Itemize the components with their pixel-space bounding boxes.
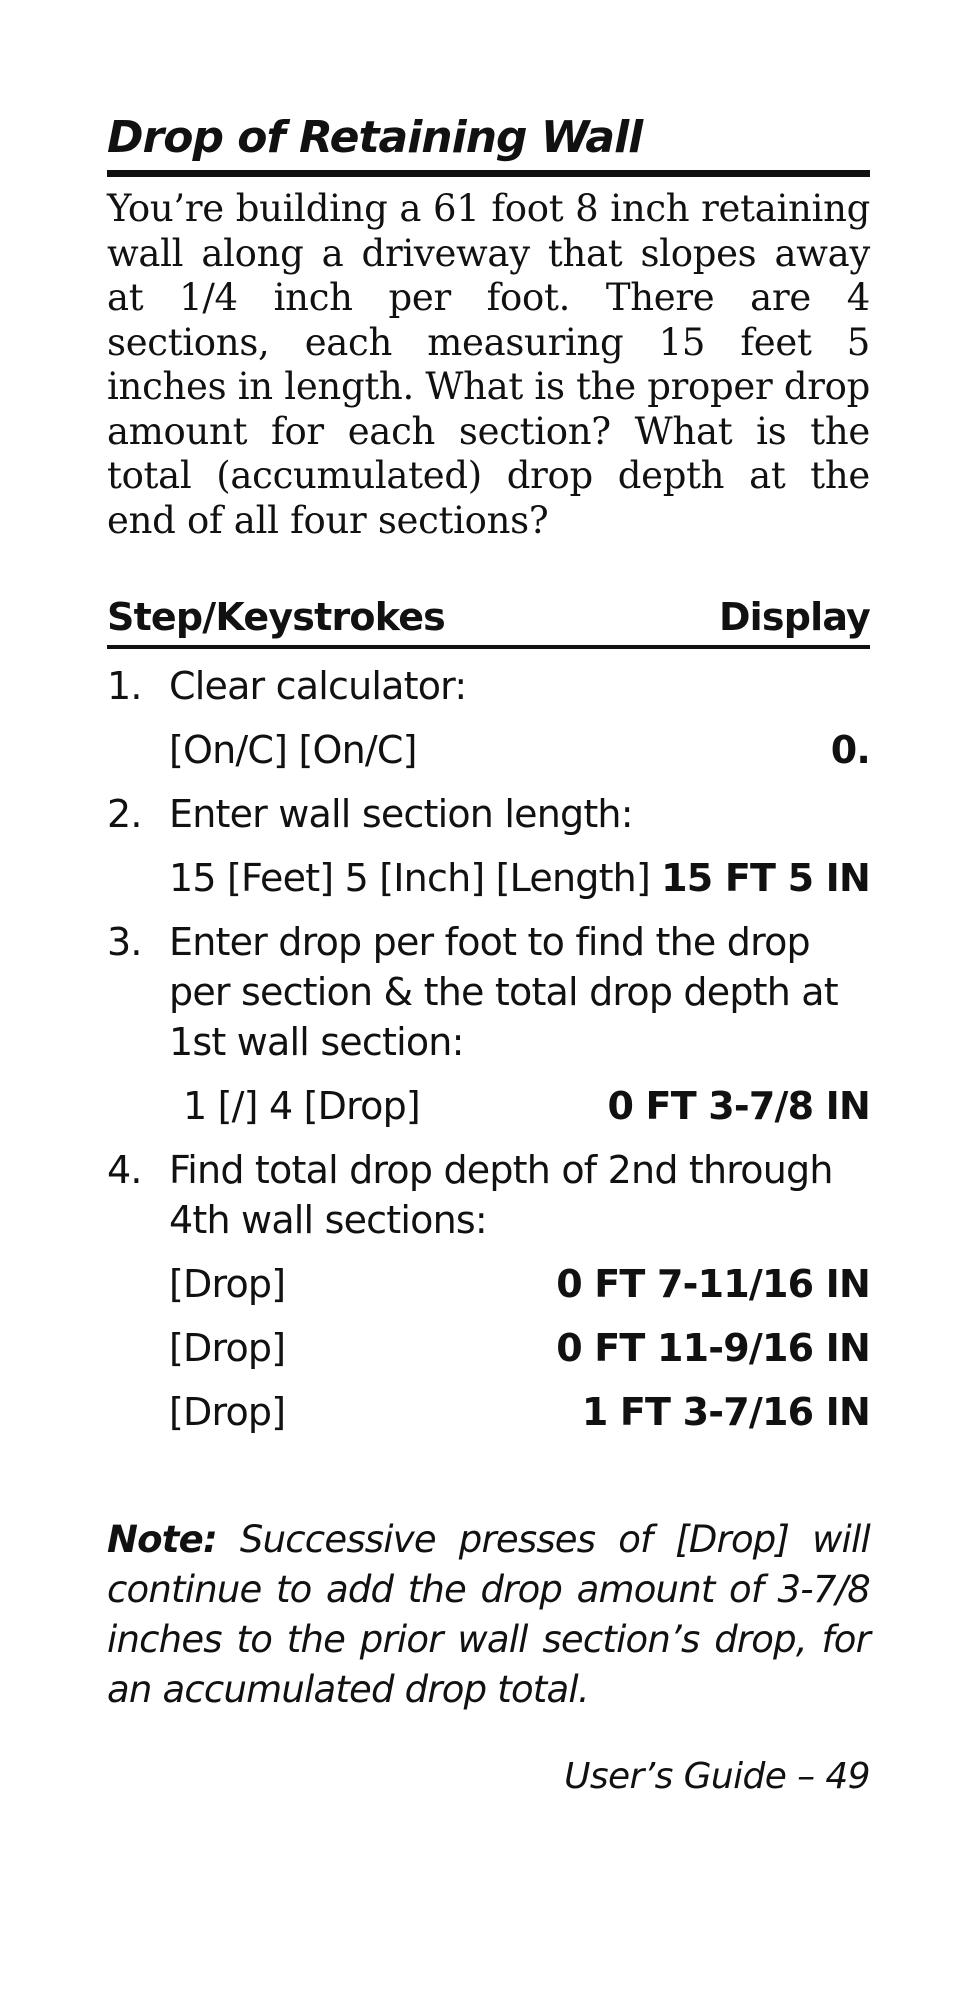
step-instruction: Clear calculator: xyxy=(169,664,467,708)
display-value: 0 FT 3-7/8 IN xyxy=(607,1084,870,1128)
keystroke-row xyxy=(107,1323,870,1373)
keystrokes: [Drop] xyxy=(169,1326,286,1370)
note-paragraph xyxy=(107,1515,870,1715)
step-instruction: Find total drop depth of 2nd through 4th wall sections: xyxy=(169,1148,833,1242)
step-number: 3. xyxy=(107,920,142,964)
display-value: 15 FT 5 IN xyxy=(661,856,870,900)
keystroke-row xyxy=(107,1081,870,1131)
keystroke-row xyxy=(107,725,870,775)
step-number: 4. xyxy=(107,1148,142,1192)
step-instruction: Enter drop per foot to find the drop per section & the total drop depth at 1st wall section: xyxy=(169,920,838,1064)
display-value: 0 FT 11-9/16 IN xyxy=(556,1326,870,1370)
manual-page xyxy=(107,108,870,1802)
keystroke-row xyxy=(107,1259,870,1309)
keystroke-row xyxy=(107,1387,870,1437)
keystrokes: [On/C] [On/C] xyxy=(169,728,417,772)
keystrokes: 1 [/] 4 [Drop] xyxy=(183,1084,420,1128)
page-title: Drop of Retaining Wall xyxy=(107,108,870,177)
table-header xyxy=(107,593,870,649)
intro-paragraph: You’re building a 61 foot 8 inch retaining wall along a driveway that slopes away at 1/4 inch per foot. There are 4 sections, each measuring 15 feet 5 inches in length. What is the proper drop amount for each section? What is the total (accumulated) drop depth at the end of all four sections? xyxy=(107,187,870,542)
step-number: 1. xyxy=(107,664,142,708)
keystroke-row xyxy=(107,853,870,903)
step-2 xyxy=(107,789,870,903)
display-value: 1 FT 3-7/16 IN xyxy=(581,1390,870,1434)
page-footer: User’s Guide – 49 xyxy=(564,1756,870,1797)
step-3 xyxy=(107,917,870,1131)
steps-list xyxy=(107,661,870,1437)
note-text: Successive presses of [Drop] will continue to add the drop amount of 3-7/8 inches to the prior wall section’s drop, for an accumulated drop total. xyxy=(107,1518,870,1711)
keystrokes: [Drop] xyxy=(169,1262,286,1306)
step-number: 2. xyxy=(107,792,142,836)
keystrokes: 15 [Feet] 5 [Inch] [Length] xyxy=(169,856,650,900)
keystrokes: [Drop] xyxy=(169,1390,286,1434)
header-step-keystrokes: Step/Keystrokes xyxy=(107,595,445,639)
step-instruction: Enter wall section length: xyxy=(169,792,633,836)
step-4 xyxy=(107,1145,870,1437)
note-label: Note: xyxy=(107,1518,217,1561)
display-value: 0. xyxy=(830,728,870,772)
step-1 xyxy=(107,661,870,775)
display-value: 0 FT 7-11/16 IN xyxy=(556,1262,870,1306)
header-display: Display xyxy=(718,595,870,639)
